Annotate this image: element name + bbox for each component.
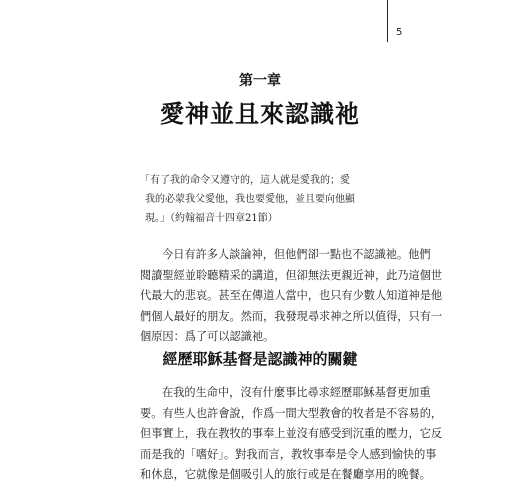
epigraph-quote xyxy=(140,171,390,228)
paragraph-line: 個原因：爲了可以認識祂。 xyxy=(140,330,275,343)
paragraph-line: 在我的生命中，沒有什麼事比尋求經歷耶穌基督更加重 xyxy=(162,386,431,399)
body-paragraph-1 xyxy=(140,245,443,348)
quote-line: 我的必蒙我父愛他，我也要愛他，並且要向他顯 xyxy=(145,194,355,205)
section-heading: 經歷耶穌基督是認識神的關鍵 xyxy=(162,350,358,368)
quote-line: 現。」（約翰福音十四章21節） xyxy=(145,213,278,224)
paragraph-line: 而是我的「嗜好」。對我而言，教牧事奉是令人感到愉快的事 xyxy=(140,447,437,461)
page-number: 5 xyxy=(396,27,403,38)
paragraph-line: 但事實上，我在教牧的事奉上並沒有感受到沉重的壓力，它反 xyxy=(140,427,443,440)
paragraph-line: 代最大的悲哀。甚至在傳道人當中，也只有少數人知道神是他 xyxy=(140,289,443,302)
header-rule xyxy=(387,0,388,42)
chapter-label: 第一章 xyxy=(239,73,281,89)
paragraph-line: 閱讀聖經並聆聽精采的講道，但卻無法更親近神，此乃這個世 xyxy=(140,268,443,282)
paragraph-line: 們個人最好的朋友。然而，我發現尋求神之所以值得，只有一 xyxy=(140,309,443,323)
paragraph-line: 要。有些人也許會說，作爲一間大型教會的牧者是不容易的， xyxy=(140,406,443,420)
paragraph-line: 和休息，它就像是個吸引人的旅行或是在餐廳享用的晚餐。 xyxy=(140,468,431,481)
paragraph-line: 今日有許多人談論神，但他們卻一點也不認識祂。他們 xyxy=(162,248,431,261)
chapter-title: 愛神並且來認識祂 xyxy=(160,99,360,128)
quote-line: 「有了我的命令又遵守的，這人就是愛我的；愛 xyxy=(140,175,350,186)
body-paragraph-2 xyxy=(140,383,443,486)
